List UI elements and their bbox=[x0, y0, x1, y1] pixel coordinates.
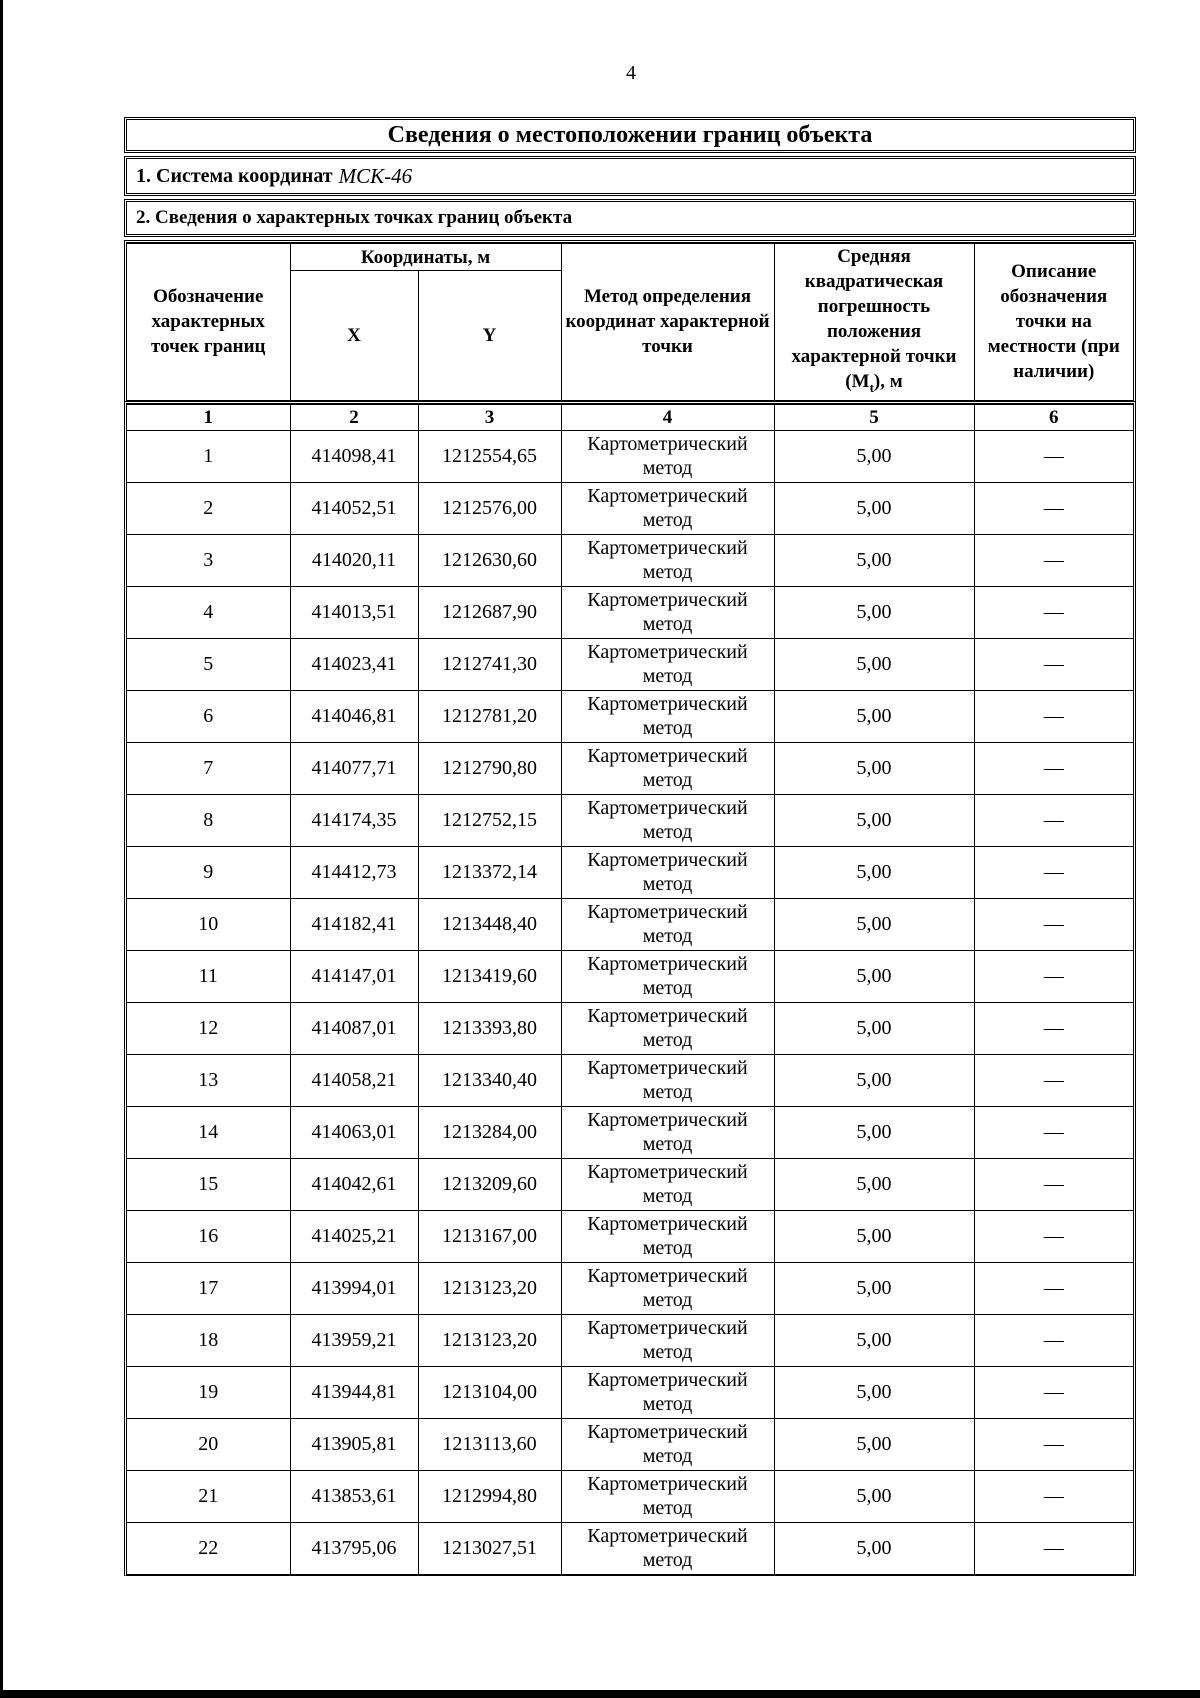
point-description: — bbox=[974, 1470, 1133, 1522]
coordinate-y: 1212752,15 bbox=[418, 794, 561, 846]
position-error: 5,00 bbox=[774, 1262, 974, 1314]
table-row bbox=[127, 638, 1133, 690]
coordinate-x: 414020,11 bbox=[290, 534, 418, 586]
point-number: 8 bbox=[127, 794, 290, 846]
coordinate-x: 414025,21 bbox=[290, 1210, 418, 1262]
column-number: 6 bbox=[974, 404, 1133, 430]
coordinate-y: 1212554,65 bbox=[418, 431, 561, 483]
column-number: 2 bbox=[290, 404, 418, 430]
method: Картометрический метод bbox=[561, 1470, 774, 1522]
table-header bbox=[124, 240, 1136, 401]
coordinate-x: 413905,81 bbox=[290, 1418, 418, 1470]
method: Картометрический метод bbox=[561, 586, 774, 638]
table-row bbox=[127, 1158, 1133, 1210]
table-row bbox=[127, 690, 1133, 742]
coordinate-x: 414147,01 bbox=[290, 950, 418, 1002]
header-designation: Обозначение характерных точек границ bbox=[127, 244, 290, 401]
point-number: 6 bbox=[127, 690, 290, 742]
header-x: X bbox=[290, 271, 418, 400]
table-row bbox=[127, 898, 1133, 950]
position-error: 5,00 bbox=[774, 1470, 974, 1522]
point-description: — bbox=[974, 482, 1133, 534]
coordinate-x: 414412,73 bbox=[290, 846, 418, 898]
point-number: 22 bbox=[127, 1522, 290, 1574]
coordinate-y: 1213123,20 bbox=[418, 1262, 561, 1314]
point-description: — bbox=[974, 534, 1133, 586]
position-error: 5,00 bbox=[774, 431, 974, 483]
point-description: — bbox=[974, 846, 1133, 898]
point-number: 12 bbox=[127, 1002, 290, 1054]
point-description: — bbox=[974, 1210, 1133, 1262]
table-row bbox=[127, 586, 1133, 638]
point-description: — bbox=[974, 950, 1133, 1002]
coordinate-y: 1212576,00 bbox=[418, 482, 561, 534]
point-description: — bbox=[974, 1158, 1133, 1210]
point-number: 18 bbox=[127, 1314, 290, 1366]
scan-edge-left bbox=[0, 0, 3, 1698]
position-error: 5,00 bbox=[774, 638, 974, 690]
point-description: — bbox=[974, 1002, 1133, 1054]
method: Картометрический метод bbox=[561, 794, 774, 846]
method: Картометрический метод bbox=[561, 1158, 774, 1210]
coordinate-system-label: 1. Система координат bbox=[136, 164, 333, 187]
point-number: 21 bbox=[127, 1470, 290, 1522]
method: Картометрический метод bbox=[561, 1054, 774, 1106]
column-number: 4 bbox=[561, 404, 774, 430]
position-error: 5,00 bbox=[774, 742, 974, 794]
coordinate-y: 1213104,00 bbox=[418, 1366, 561, 1418]
point-description: — bbox=[974, 794, 1133, 846]
header-error-text: Средняя квадратическая погрешность положения характерной точки (M bbox=[791, 246, 957, 392]
coordinate-x: 414058,21 bbox=[290, 1054, 418, 1106]
coordinate-x: 413994,01 bbox=[290, 1262, 418, 1314]
method: Картометрический метод bbox=[561, 846, 774, 898]
coordinate-y: 1213027,51 bbox=[418, 1522, 561, 1574]
point-description: — bbox=[974, 586, 1133, 638]
method: Картометрический метод bbox=[561, 482, 774, 534]
coordinate-y: 1213113,60 bbox=[418, 1418, 561, 1470]
coordinate-y: 1213372,14 bbox=[418, 846, 561, 898]
coordinate-system-section bbox=[124, 156, 1136, 196]
column-number-row bbox=[124, 401, 1136, 431]
point-number: 13 bbox=[127, 1054, 290, 1106]
method: Картометрический метод bbox=[561, 742, 774, 794]
table-row bbox=[127, 1418, 1133, 1470]
method: Картометрический метод bbox=[561, 638, 774, 690]
column-number: 3 bbox=[418, 404, 561, 430]
header-error-subscript: t bbox=[869, 379, 874, 395]
position-error: 5,00 bbox=[774, 586, 974, 638]
position-error: 5,00 bbox=[774, 794, 974, 846]
point-description: — bbox=[974, 1106, 1133, 1158]
position-error: 5,00 bbox=[774, 1106, 974, 1158]
points-table-body bbox=[124, 431, 1136, 1576]
point-number: 19 bbox=[127, 1366, 290, 1418]
position-error: 5,00 bbox=[774, 1054, 974, 1106]
point-description: — bbox=[974, 1262, 1133, 1314]
header-y: Y bbox=[418, 271, 561, 400]
document-title: Сведения о местоположении границ объекта bbox=[124, 117, 1136, 153]
coordinate-y: 1213419,60 bbox=[418, 950, 561, 1002]
coordinate-x: 413944,81 bbox=[290, 1366, 418, 1418]
coordinate-y: 1212687,90 bbox=[418, 586, 561, 638]
position-error: 5,00 bbox=[774, 1002, 974, 1054]
coordinate-x: 414042,61 bbox=[290, 1158, 418, 1210]
coordinate-x: 413853,61 bbox=[290, 1470, 418, 1522]
coordinate-y: 1213123,20 bbox=[418, 1314, 561, 1366]
point-number: 20 bbox=[127, 1418, 290, 1470]
position-error: 5,00 bbox=[774, 1366, 974, 1418]
coordinate-x: 414023,41 bbox=[290, 638, 418, 690]
point-description: — bbox=[974, 1054, 1133, 1106]
table-row bbox=[127, 482, 1133, 534]
table-row bbox=[127, 1522, 1133, 1574]
method: Картометрический метод bbox=[561, 534, 774, 586]
boundary-info-sheet bbox=[124, 117, 1136, 1576]
method: Картометрический метод bbox=[561, 1002, 774, 1054]
point-description: — bbox=[974, 1314, 1133, 1366]
header-description: Описание обозначения точки на местности (при наличии) bbox=[974, 244, 1133, 401]
coordinate-y: 1212994,80 bbox=[418, 1470, 561, 1522]
method: Картометрический метод bbox=[561, 950, 774, 1002]
page-number: 4 bbox=[626, 62, 636, 84]
boundary-points-section: 2. Сведения о характерных точках границ объекта bbox=[124, 199, 1136, 237]
point-number: 7 bbox=[127, 742, 290, 794]
coordinate-x: 414077,71 bbox=[290, 742, 418, 794]
table-row bbox=[127, 1054, 1133, 1106]
point-number: 2 bbox=[127, 482, 290, 534]
table-row bbox=[127, 742, 1133, 794]
point-number: 14 bbox=[127, 1106, 290, 1158]
method: Картометрический метод bbox=[561, 1314, 774, 1366]
point-number: 17 bbox=[127, 1262, 290, 1314]
point-description: — bbox=[974, 638, 1133, 690]
position-error: 5,00 bbox=[774, 1418, 974, 1470]
method: Картометрический метод bbox=[561, 1366, 774, 1418]
point-description: — bbox=[974, 1366, 1133, 1418]
coordinate-y: 1212790,80 bbox=[418, 742, 561, 794]
point-description: — bbox=[974, 898, 1133, 950]
coordinate-system-value: МСК-46 bbox=[338, 163, 413, 188]
table-row bbox=[127, 534, 1133, 586]
point-description: — bbox=[974, 1418, 1133, 1470]
coordinate-x: 414052,51 bbox=[290, 482, 418, 534]
position-error: 5,00 bbox=[774, 1314, 974, 1366]
method: Картометрический метод bbox=[561, 1262, 774, 1314]
table-row bbox=[127, 1210, 1133, 1262]
coordinate-y: 1213448,40 bbox=[418, 898, 561, 950]
table-row bbox=[127, 1262, 1133, 1314]
point-number: 5 bbox=[127, 638, 290, 690]
coordinate-x: 414182,41 bbox=[290, 898, 418, 950]
position-error: 5,00 bbox=[774, 1210, 974, 1262]
point-number: 4 bbox=[127, 586, 290, 638]
coordinate-x: 414087,01 bbox=[290, 1002, 418, 1054]
point-number: 16 bbox=[127, 1210, 290, 1262]
table-row bbox=[127, 1106, 1133, 1158]
coordinate-y: 1213209,60 bbox=[418, 1158, 561, 1210]
point-number: 3 bbox=[127, 534, 290, 586]
table-row bbox=[127, 1366, 1133, 1418]
position-error: 5,00 bbox=[774, 950, 974, 1002]
method: Картометрический метод bbox=[561, 1418, 774, 1470]
point-description: — bbox=[974, 1522, 1133, 1574]
coordinate-y: 1213393,80 bbox=[418, 1002, 561, 1054]
header-error bbox=[774, 244, 974, 401]
method: Картометрический метод bbox=[561, 898, 774, 950]
coordinate-y: 1213340,40 bbox=[418, 1054, 561, 1106]
position-error: 5,00 bbox=[774, 1158, 974, 1210]
table-row bbox=[127, 846, 1133, 898]
point-number: 9 bbox=[127, 846, 290, 898]
position-error: 5,00 bbox=[774, 690, 974, 742]
point-number: 1 bbox=[127, 431, 290, 483]
coordinate-x: 414013,51 bbox=[290, 586, 418, 638]
point-number: 10 bbox=[127, 898, 290, 950]
coordinate-y: 1212781,20 bbox=[418, 690, 561, 742]
point-description: — bbox=[974, 431, 1133, 483]
header-coordinates: Координаты, м bbox=[290, 244, 561, 271]
position-error: 5,00 bbox=[774, 534, 974, 586]
table-row bbox=[127, 950, 1133, 1002]
coordinate-x: 414046,81 bbox=[290, 690, 418, 742]
table-row bbox=[127, 1314, 1133, 1366]
table-row bbox=[127, 794, 1133, 846]
scan-edge-bottom bbox=[0, 1690, 1200, 1698]
method: Картометрический метод bbox=[561, 690, 774, 742]
header-error-unit: ), м bbox=[873, 371, 903, 392]
method: Картометрический метод bbox=[561, 1210, 774, 1262]
table-row bbox=[127, 431, 1133, 483]
position-error: 5,00 bbox=[774, 898, 974, 950]
method: Картометрический метод bbox=[561, 1522, 774, 1574]
coordinate-y: 1212741,30 bbox=[418, 638, 561, 690]
coordinate-y: 1212630,60 bbox=[418, 534, 561, 586]
coordinate-x: 413959,21 bbox=[290, 1314, 418, 1366]
coordinate-y: 1213167,00 bbox=[418, 1210, 561, 1262]
point-description: — bbox=[974, 690, 1133, 742]
coordinate-x: 413795,06 bbox=[290, 1522, 418, 1574]
point-number: 11 bbox=[127, 950, 290, 1002]
coordinate-x: 414098,41 bbox=[290, 431, 418, 483]
point-number: 15 bbox=[127, 1158, 290, 1210]
coordinate-x: 414174,35 bbox=[290, 794, 418, 846]
position-error: 5,00 bbox=[774, 1522, 974, 1574]
table-row bbox=[127, 1002, 1133, 1054]
position-error: 5,00 bbox=[774, 846, 974, 898]
table-row bbox=[127, 1470, 1133, 1522]
method: Картометрический метод bbox=[561, 431, 774, 483]
method: Картометрический метод bbox=[561, 1106, 774, 1158]
column-number: 5 bbox=[774, 404, 974, 430]
position-error: 5,00 bbox=[774, 482, 974, 534]
point-description: — bbox=[974, 742, 1133, 794]
coordinate-x: 414063,01 bbox=[290, 1106, 418, 1158]
header-method: Метод определения координат характерной точки bbox=[561, 244, 774, 401]
column-number: 1 bbox=[127, 404, 290, 430]
coordinate-y: 1213284,00 bbox=[418, 1106, 561, 1158]
